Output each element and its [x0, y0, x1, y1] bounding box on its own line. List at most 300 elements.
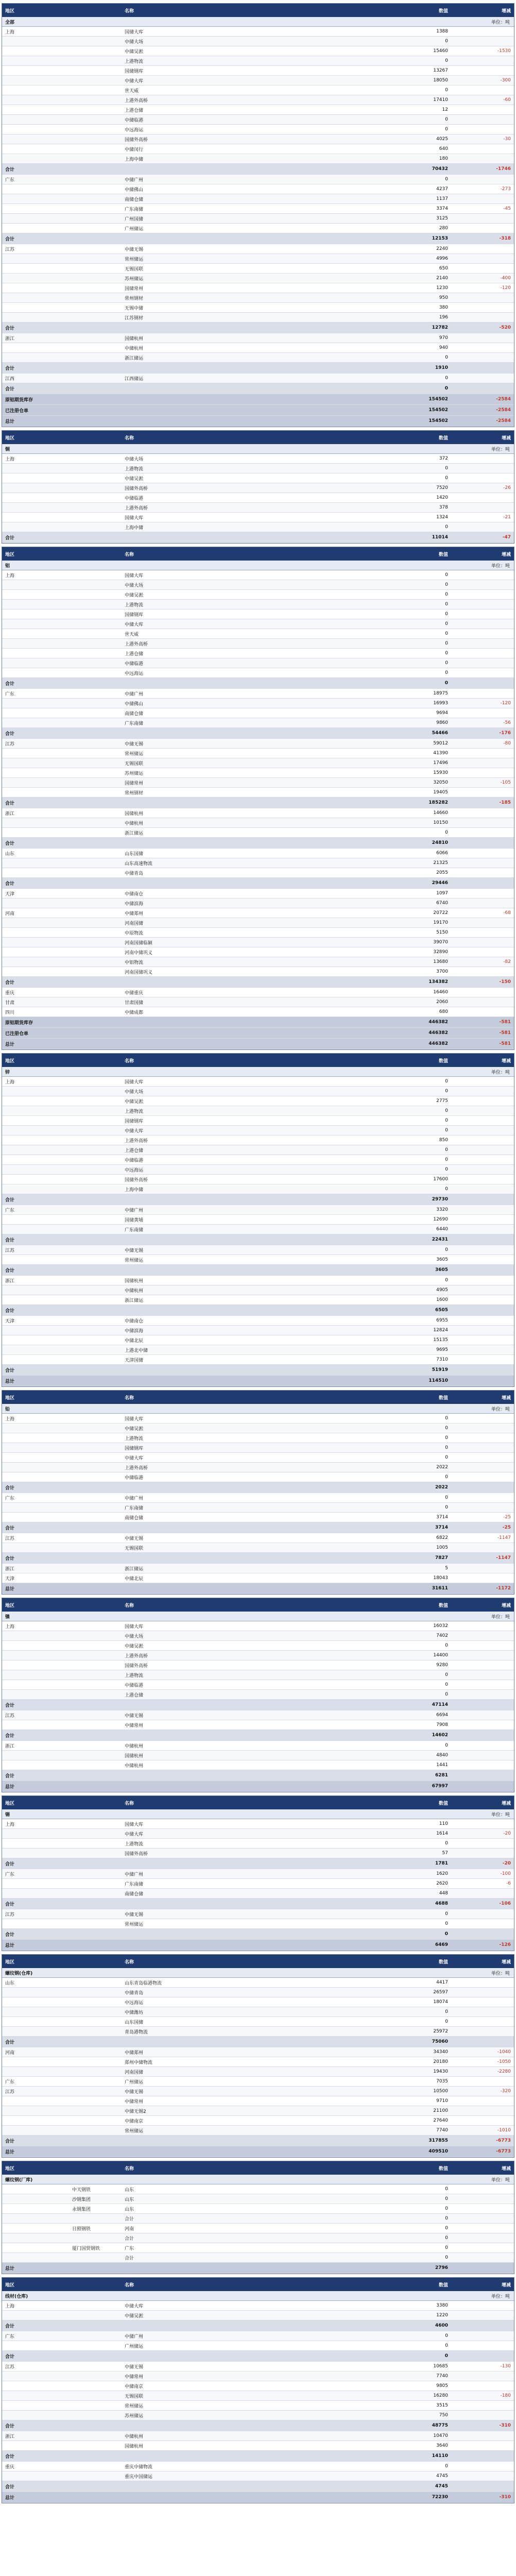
table-row	[2, 204, 514, 214]
warehouse-name-cell: 中储广州	[125, 1872, 144, 1877]
value-cell: 6469	[435, 1942, 448, 1947]
value-cell: 1781	[435, 1861, 448, 1866]
table-row	[2, 2126, 514, 2136]
table-row	[2, 144, 514, 154]
change-cell: -105	[500, 780, 511, 785]
table-row	[2, 1194, 514, 1205]
warehouse-name-cell: 河南国储	[125, 921, 144, 926]
change-cell: -68	[503, 910, 511, 916]
table-row	[2, 718, 514, 728]
warehouse-name-cell: 江苏钢材	[125, 315, 144, 321]
table-row	[2, 1326, 514, 1335]
warehouse-name-cell: 常州储运	[125, 257, 144, 262]
table-row	[2, 1276, 514, 1285]
value-cell: 2796	[435, 2265, 448, 2270]
warehouse-name-cell: 中储大库	[125, 2303, 144, 2309]
warehouse-name-cell: 中储青岛	[125, 871, 144, 876]
value-cell: 680	[439, 1009, 448, 1014]
warehouse-name-cell: 中储佛山	[125, 701, 144, 707]
value-cell: 0	[445, 660, 448, 666]
value-cell: 13680	[433, 959, 448, 964]
value-cell: 0	[445, 2009, 448, 2014]
table-row	[2, 1463, 514, 1472]
region-cell: 合计	[5, 1368, 15, 1374]
value-cell: 0	[445, 651, 448, 656]
table-row	[2, 95, 514, 105]
change-cell: -100	[500, 1871, 511, 1876]
table-row	[2, 1690, 514, 1700]
warehouse-name-cell: 国储大库	[125, 1822, 144, 1827]
table-row	[2, 678, 514, 689]
value-cell: 0	[445, 39, 448, 44]
warehouse-name-cell: 上港仓储	[125, 651, 144, 657]
warehouse-name-cell: 国储大库	[125, 29, 144, 35]
table-row	[2, 1730, 514, 1741]
sub-region-cell: 日照钢铁	[72, 2226, 91, 2232]
value-cell: 2060	[436, 999, 448, 1005]
column-header-name: 名称	[125, 1058, 134, 1064]
value-cell: 3714	[436, 1515, 448, 1520]
value-cell: 0	[445, 2255, 448, 2260]
table-row	[2, 175, 514, 184]
value-cell: 4905	[436, 1287, 448, 1293]
table-row	[2, 570, 514, 580]
table-row	[2, 1849, 514, 1858]
change-cell: -80	[503, 741, 511, 746]
table-row	[2, 758, 514, 768]
table-row	[2, 1869, 514, 1879]
warehouse-name-cell: 中储大库	[125, 78, 144, 84]
warehouse-name-cell: 中储大场	[125, 456, 144, 462]
value-cell: 317855	[428, 2138, 448, 2143]
warehouse-name-cell: 常州储运	[125, 1258, 144, 1263]
value-cell: 21325	[433, 860, 448, 866]
value-cell: 16280	[433, 2393, 448, 2398]
region-cell: 总计	[5, 1042, 15, 1047]
table-row	[2, 283, 514, 293]
table-row	[2, 1564, 514, 1573]
change-cell: -56	[503, 720, 511, 725]
value-cell: 9805	[436, 2383, 448, 2388]
value-cell: 0	[445, 1505, 448, 1510]
value-cell: 380	[439, 305, 448, 310]
table-row	[2, 649, 514, 658]
column-header-change: 增减	[501, 2166, 511, 2172]
change-cell: -2584	[496, 397, 511, 402]
warehouse-name-cell: 中储大库	[125, 1455, 144, 1461]
region-cell: 合计	[5, 386, 15, 392]
table-row	[2, 2194, 514, 2204]
column-header-change: 增减	[501, 1058, 511, 1064]
table-row	[2, 1839, 514, 1849]
value-cell: 19430	[433, 2069, 448, 2074]
warehouse-name-cell: 中储吴淞	[125, 1426, 144, 1432]
value-cell: 0	[445, 592, 448, 597]
region-cell: 总计	[5, 2266, 15, 2272]
table-row	[2, 977, 514, 988]
table-title: 铝	[5, 563, 10, 569]
change-cell: -1010	[497, 2128, 511, 2133]
warehouse-name-cell: 山东国储	[125, 2020, 144, 2025]
value-cell: 20722	[433, 910, 448, 916]
value-cell: 4745	[435, 2484, 448, 2489]
table-row	[2, 858, 514, 868]
value-cell: 14602	[432, 1733, 448, 1738]
table-row	[2, 2431, 514, 2441]
warehouse-name-cell: 中储郑州	[125, 911, 144, 917]
warehouse-name-cell: 苏州储运	[125, 2413, 144, 2419]
value-cell: 448	[439, 1891, 448, 1896]
region-cell: 合计	[5, 1773, 15, 1779]
unit-label: 单位：吨	[491, 1971, 510, 1976]
region-cell: 江苏	[5, 741, 15, 747]
table-row	[2, 1285, 514, 1295]
table-row	[2, 105, 514, 115]
sub-region-cell: 永钢集团	[72, 2207, 91, 2212]
change-cell: -320	[500, 2089, 511, 2094]
change-cell: -1530	[497, 48, 511, 54]
value-cell: 0	[445, 631, 448, 636]
table-row	[2, 1899, 514, 1909]
value-cell: 12153	[432, 236, 448, 241]
table-row	[2, 1553, 514, 1564]
table-row	[2, 2420, 514, 2431]
warehouse-name-cell: 中储重庆	[125, 990, 144, 996]
value-cell: 0	[445, 2333, 448, 2338]
value-cell: 10685	[433, 2364, 448, 2369]
region-cell: 江苏	[5, 247, 15, 252]
table-row	[2, 1919, 514, 1929]
table-row	[2, 1234, 514, 1245]
table-row	[2, 708, 514, 718]
value-cell: 27640	[433, 2118, 448, 2123]
table-row	[2, 2214, 514, 2224]
column-header-region: 地区	[5, 552, 15, 557]
unit-label: 单位：吨	[491, 447, 510, 452]
table-row	[2, 1760, 514, 1770]
value-cell: 29730	[432, 1197, 448, 1202]
warehouse-name-cell: 国储杭州	[125, 1278, 144, 1284]
value-cell: 0	[445, 602, 448, 607]
value-cell: 2022	[435, 1485, 448, 1490]
warehouse-name-cell: 合计	[125, 2236, 134, 2242]
warehouse-name-cell: 上港物流	[125, 1436, 144, 1442]
value-cell: 6955	[436, 1318, 448, 1323]
table-row	[2, 134, 514, 144]
warehouse-name-cell: 上港物流	[125, 59, 144, 64]
value-cell: 0	[445, 2464, 448, 2469]
table-row	[2, 2381, 514, 2391]
inventory-table	[2, 3, 514, 427]
value-cell: 0	[445, 1079, 448, 1084]
region-cell: 合计	[5, 1197, 15, 1203]
table-row	[2, 1423, 514, 1433]
warehouse-name-cell: 无锡国联	[125, 1546, 144, 1551]
value-cell: 14400	[433, 1653, 448, 1658]
warehouse-name-cell: 上港物流	[125, 1673, 144, 1679]
region-cell: 甘肃	[5, 1000, 15, 1006]
value-cell: 1005	[436, 1545, 448, 1550]
value-cell: 29446	[432, 880, 448, 886]
warehouse-name-cell: 上港外高桥	[125, 1138, 148, 1144]
value-cell: 18975	[433, 691, 448, 696]
warehouse-name-cell: 中储杭州	[125, 821, 144, 826]
change-cell: -300	[500, 78, 511, 83]
value-cell: 0	[445, 572, 448, 578]
table-title: 铜	[5, 447, 10, 452]
table-row	[2, 293, 514, 303]
table-row	[2, 454, 514, 464]
table-row	[2, 1225, 514, 1234]
table-row	[2, 416, 514, 427]
warehouse-name-cell: 常州储运	[125, 751, 144, 757]
warehouse-name-cell: 中储大场	[125, 1089, 144, 1095]
value-cell: 1137	[436, 196, 448, 201]
unit-label: 单位：吨	[491, 1070, 510, 1075]
warehouse-name-cell: 中储临港	[125, 1158, 144, 1163]
warehouse-name-cell: 国储外高桥	[125, 486, 148, 492]
region-cell: 原铝期货库存	[5, 397, 33, 403]
region-cell: 江苏	[5, 1536, 15, 1541]
table-row	[2, 818, 514, 828]
table-title: 锡	[5, 1812, 10, 1818]
table-row	[2, 957, 514, 967]
table-row	[2, 1365, 514, 1376]
region-cell: 合计	[5, 1932, 15, 1938]
value-cell: 7520	[436, 485, 448, 490]
unit-label: 单位：吨	[491, 1812, 510, 1818]
warehouse-name-cell: 中储广州	[125, 177, 144, 183]
region-cell: 江苏	[5, 2089, 15, 2095]
table-row	[2, 1345, 514, 1355]
column-header-change: 增减	[501, 2282, 511, 2288]
value-cell: 0	[445, 621, 448, 626]
value-cell: 3714	[435, 1525, 448, 1530]
table-row	[2, 619, 514, 629]
table-row	[2, 938, 514, 947]
warehouse-name-cell: 国储黄埔	[125, 1217, 144, 1223]
table-header	[2, 431, 514, 444]
region-cell: 合计	[5, 2139, 15, 2144]
warehouse-name-cell: 中储闵行	[125, 147, 144, 152]
warehouse-name-cell: 无锡国联	[125, 761, 144, 767]
region-cell: 合计	[5, 326, 15, 331]
column-header-region: 地区	[5, 1959, 15, 1965]
table-row	[2, 2037, 514, 2047]
column-header-name: 名称	[125, 1959, 134, 1965]
table-row	[2, 1858, 514, 1869]
warehouse-name-cell: 上港物流	[125, 602, 144, 608]
table-row	[2, 1741, 514, 1751]
column-header-value: 数值	[438, 8, 448, 14]
value-cell: 26597	[433, 1990, 448, 1995]
table-row	[2, 1145, 514, 1155]
inventory-table	[2, 1598, 514, 1792]
column-header-value: 数值	[438, 1395, 448, 1401]
table-row	[2, 918, 514, 928]
value-cell: 3605	[436, 1257, 448, 1262]
warehouse-name-cell: 中储无锡2	[125, 2109, 146, 2114]
column-header-change: 增减	[501, 1801, 511, 1806]
value-cell: 70432	[432, 166, 448, 172]
table-row	[2, 1513, 514, 1522]
warehouse-name-cell: 无锡国联	[125, 266, 144, 272]
value-cell: 10470	[433, 2433, 448, 2438]
column-header-value: 数值	[438, 552, 448, 557]
table-row	[2, 1316, 514, 1326]
warehouse-name-cell: 国储常州	[125, 286, 144, 292]
value-cell: 16460	[433, 990, 448, 995]
warehouse-name-cell: 河南国储临颍	[125, 940, 153, 946]
warehouse-name-cell: 上港外高桥	[125, 1653, 148, 1659]
warehouse-name-cell: 中铝物流	[125, 960, 144, 965]
table-row	[2, 1414, 514, 1423]
inventory-table	[2, 1390, 514, 1595]
table-row	[2, 532, 514, 543]
column-header-change: 增减	[501, 1603, 511, 1608]
warehouse-name-cell: 中储滨海	[125, 901, 144, 907]
table-row	[2, 2441, 514, 2451]
change-cell: -318	[499, 236, 511, 241]
table-row	[2, 1096, 514, 1106]
region-cell: 合计	[5, 2484, 15, 2490]
warehouse-name-cell: 中远海运	[125, 2000, 144, 2006]
region-cell: 合计	[5, 1308, 15, 1314]
warehouse-name-cell: 中储无锡	[125, 2364, 144, 2370]
value-cell: 54466	[432, 731, 448, 736]
change-cell: -20	[502, 1861, 511, 1866]
value-cell: 2620	[436, 1881, 448, 1886]
table-row	[2, 224, 514, 233]
warehouse-name-cell: 常州储运	[125, 2128, 144, 2134]
region-cell: 上海	[5, 1416, 15, 1422]
table-row	[2, 1126, 514, 1136]
warehouse-name-cell: 苏州储运	[125, 771, 144, 776]
warehouse-name-cell: 世天威	[125, 88, 139, 94]
region-cell: 江苏	[5, 1248, 15, 1253]
value-cell: 6694	[436, 1713, 448, 1718]
region-cell: 天津	[5, 891, 15, 897]
table-row	[2, 808, 514, 818]
table-row	[2, 214, 514, 224]
table-row	[2, 1007, 514, 1017]
region-cell: 重庆	[5, 990, 15, 996]
table-title-row	[2, 2291, 514, 2301]
warehouse-name-cell: 中储大场	[125, 39, 144, 45]
warehouse-name-cell: 上港仓储	[125, 1148, 144, 1154]
value-cell: 0	[445, 2235, 448, 2241]
region-cell: 合计	[5, 801, 15, 806]
value-cell: 32890	[433, 950, 448, 955]
value-cell: 650	[439, 266, 448, 271]
value-cell: 2055	[436, 870, 448, 875]
table-header	[2, 1796, 514, 1809]
value-cell: 10500	[433, 2089, 448, 2094]
value-cell: 0	[445, 1445, 448, 1450]
value-cell: 9860	[436, 720, 448, 725]
change-cell: -400	[500, 276, 511, 281]
value-cell: 4025	[436, 137, 448, 142]
value-cell: 6066	[436, 851, 448, 856]
warehouse-name-cell: 中储无锡	[125, 741, 144, 747]
region-cell: 合计	[5, 1238, 15, 1243]
value-cell: 67997	[432, 1784, 448, 1789]
value-cell: 4996	[436, 256, 448, 261]
warehouse-name-cell: 中储南仓	[125, 891, 144, 897]
value-cell: 0	[445, 1495, 448, 1500]
warehouse-name-cell: 国储钢库	[125, 1118, 144, 1124]
warehouse-name-cell: 上港仓储	[125, 1692, 144, 1698]
table-row	[2, 1781, 514, 1792]
value-cell: 0	[445, 1643, 448, 1648]
value-cell: 0	[445, 2206, 448, 2211]
table-row	[2, 503, 514, 513]
warehouse-name-cell: 中储临港	[125, 1683, 144, 1688]
value-cell: 4417	[436, 1980, 448, 1985]
table-title-row	[2, 1809, 514, 1819]
value-cell: 0	[445, 2343, 448, 2348]
value-cell: 2775	[436, 1098, 448, 1104]
warehouse-name-cell: 中储杭州	[125, 346, 144, 351]
region-cell: 合计	[5, 1733, 15, 1739]
warehouse-name-cell: 国储大库	[125, 1079, 144, 1085]
change-cell: -1172	[496, 1586, 511, 1591]
table-row	[2, 2351, 514, 2362]
table-header	[2, 547, 514, 561]
warehouse-name-cell: 中储常州	[125, 2099, 144, 2105]
value-cell: 0	[445, 830, 448, 835]
table-row	[2, 768, 514, 778]
region-cell: 合计	[5, 1526, 15, 1531]
column-header-change: 增减	[501, 1395, 511, 1401]
warehouse-name-cell: 无锡国联	[125, 2394, 144, 2399]
column-header-value: 数值	[438, 2166, 448, 2172]
value-cell: 13267	[433, 68, 448, 73]
warehouse-name-cell: 河南中储巩义	[125, 950, 153, 956]
value-cell: 4237	[436, 187, 448, 192]
table-row	[2, 464, 514, 473]
value-cell: 6440	[436, 1227, 448, 1232]
table-row	[2, 1335, 514, 1345]
table-row	[2, 1770, 514, 1781]
value-cell: 940	[439, 345, 448, 350]
table-row	[2, 2243, 514, 2253]
region-cell: 广东	[5, 2334, 15, 2340]
value-cell: 0	[445, 582, 448, 587]
value-cell: 57	[442, 1851, 448, 1856]
table-row	[2, 2320, 514, 2331]
value-cell: 0	[445, 88, 448, 93]
change-cell: -60	[503, 97, 511, 103]
warehouse-name-cell: 山东国储	[125, 851, 144, 857]
table-title-row	[2, 1968, 514, 1978]
table-row	[2, 66, 514, 76]
value-cell: 3380	[436, 2303, 448, 2308]
table-row	[2, 1879, 514, 1889]
table-header	[2, 2161, 514, 2175]
table-row	[2, 2341, 514, 2351]
warehouse-name-cell: 上港物流	[125, 1841, 144, 1847]
warehouse-name-cell: 青岛港物流	[125, 2029, 148, 2035]
table-row	[2, 1028, 514, 1039]
table-row	[2, 274, 514, 283]
table-title: 铅	[5, 1406, 10, 1412]
warehouse-name-cell: 中储大库	[125, 1128, 144, 1134]
change-cell: -6773	[496, 2149, 511, 2154]
table-row	[2, 988, 514, 997]
change-cell: -82	[503, 959, 511, 964]
table-row	[2, 2067, 514, 2077]
